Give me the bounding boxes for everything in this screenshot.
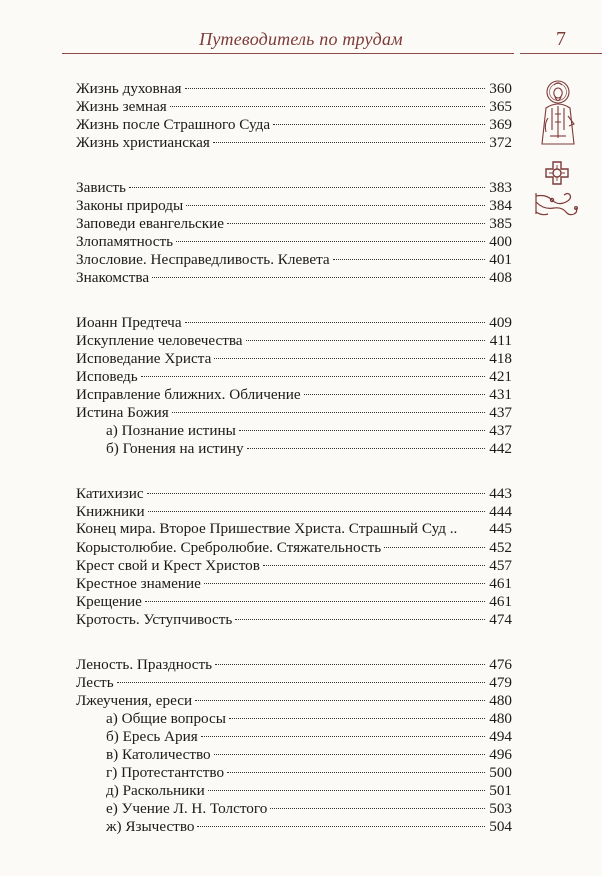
dot-leader bbox=[246, 322, 485, 341]
dot-leader bbox=[214, 340, 485, 359]
dot-leader bbox=[145, 583, 485, 602]
toc-entry-title: Жизнь христианская bbox=[76, 134, 210, 151]
toc-entry-title: в) Католичество bbox=[106, 746, 211, 763]
dot-leader bbox=[195, 682, 485, 701]
table-of-contents bbox=[76, 74, 512, 857]
dot-leader bbox=[270, 790, 485, 809]
toc-entry-title: е) Учение Л. Н. Толстого bbox=[106, 800, 268, 817]
toc-entry-title: Лесть bbox=[76, 674, 114, 691]
toc-page-number: 365 bbox=[489, 98, 512, 115]
toc-page-number: 480 bbox=[489, 710, 512, 727]
toc-page-number: 384 bbox=[489, 197, 512, 214]
toc-entry-title: Крестное знамение bbox=[76, 575, 201, 592]
toc-page-number: 383 bbox=[489, 179, 512, 196]
toc-page-number: 476 bbox=[489, 656, 512, 673]
toc-page-number: 444 bbox=[489, 503, 512, 520]
toc-page-number: 401 bbox=[489, 251, 512, 268]
toc-entry-title: Крест свой и Крест Христов bbox=[76, 557, 260, 574]
flourish-ornament-icon bbox=[532, 190, 582, 220]
toc-section bbox=[76, 479, 512, 628]
toc-entry-title: Зависть bbox=[76, 179, 126, 196]
dot-leader bbox=[304, 376, 485, 395]
toc-entry-title: Крещение bbox=[76, 593, 142, 610]
toc-entry-title: Жизнь земная bbox=[76, 98, 167, 115]
toc-entry-title: Исповедание Христа bbox=[76, 350, 212, 367]
toc-page-number: 496 bbox=[489, 746, 512, 763]
toc-entry-title: Корыстолюбие. Сребролюбие. Стяжательность bbox=[76, 539, 382, 556]
toc-page-number: 501 bbox=[489, 782, 512, 799]
toc-page-number: 385 bbox=[489, 215, 512, 232]
toc-section bbox=[76, 650, 512, 835]
toc-page-number: 461 bbox=[489, 593, 512, 610]
toc-entry-title: Исповедь bbox=[76, 368, 138, 385]
toc-entry-title: Лжеучения, ереси bbox=[76, 692, 193, 709]
toc-page-number: 452 bbox=[489, 539, 512, 556]
dot-leader bbox=[186, 187, 485, 206]
toc-page-number: 443 bbox=[489, 485, 512, 502]
dot-leader bbox=[176, 223, 485, 242]
toc-entry-title: Кротость. Уступчивость bbox=[76, 611, 233, 628]
toc-page-number: 421 bbox=[489, 368, 512, 385]
toc-page-number: 411 bbox=[489, 332, 512, 349]
toc-page-number: 445 bbox=[489, 520, 512, 537]
toc-page-number: 494 bbox=[489, 728, 512, 745]
dot-leader bbox=[170, 88, 485, 107]
dot-leader bbox=[235, 601, 485, 620]
dot-leader bbox=[208, 772, 485, 791]
dot-leader bbox=[214, 736, 485, 755]
toc-entry-title: ж) Язычество bbox=[106, 818, 195, 835]
page-number: 7 bbox=[556, 28, 566, 50]
dot-leader bbox=[239, 412, 485, 431]
toc-page-number: 409 bbox=[489, 314, 512, 331]
dot-leader bbox=[197, 808, 485, 827]
dot-leader bbox=[204, 565, 485, 584]
toc-entry-title: Злопамятность bbox=[76, 233, 174, 250]
dot-leader bbox=[148, 493, 485, 512]
dot-leader bbox=[460, 511, 485, 529]
toc-page-number: 474 bbox=[489, 611, 512, 628]
toc-page-number: 431 bbox=[489, 386, 512, 403]
toc-page-number: 437 bbox=[489, 422, 512, 439]
toc-page-number: 437 bbox=[489, 404, 512, 421]
toc-entry-title: Заповеди евангельские bbox=[76, 215, 224, 232]
toc-page-number: 480 bbox=[489, 692, 512, 709]
dot-leader bbox=[117, 664, 485, 683]
dot-leader bbox=[147, 475, 485, 494]
toc-entry-title: Катихизис bbox=[76, 485, 144, 502]
dot-leader bbox=[247, 430, 485, 449]
toc-page-number: 418 bbox=[489, 350, 512, 367]
toc-page-number: 461 bbox=[489, 575, 512, 592]
dot-leader bbox=[213, 124, 485, 143]
toc-page-number: 504 bbox=[489, 818, 512, 835]
running-title: Путеводитель по трудам bbox=[199, 29, 403, 49]
toc-entry-title: б) Ересь Ария bbox=[106, 728, 198, 745]
toc-page-number: 442 bbox=[489, 440, 512, 457]
toc-entry-title: г) Протестантство bbox=[106, 764, 225, 781]
ornamental-cross-icon bbox=[544, 160, 570, 186]
toc-entry-title: Иоанн Предтеча bbox=[76, 314, 182, 331]
dot-leader bbox=[185, 70, 485, 89]
toc-page-number: 503 bbox=[489, 800, 512, 817]
dot-leader bbox=[229, 700, 485, 719]
header-rule-right bbox=[520, 53, 602, 54]
toc-page-number: 360 bbox=[489, 80, 512, 97]
dot-leader bbox=[263, 547, 485, 566]
dot-leader bbox=[185, 304, 485, 323]
toc-page-number: 369 bbox=[489, 116, 512, 133]
toc-page-number: 457 bbox=[489, 557, 512, 574]
toc-entry-title: Леность. Праздность bbox=[76, 656, 213, 673]
toc-entry-title: Исправление ближних. Обличение bbox=[76, 386, 301, 403]
toc-section bbox=[76, 74, 512, 151]
toc-entry-title: а) Познание истины bbox=[106, 422, 236, 439]
toc-page-number: 372 bbox=[489, 134, 512, 151]
toc-page-number: 500 bbox=[489, 764, 512, 781]
dot-leader bbox=[333, 241, 485, 260]
dot-leader bbox=[227, 205, 485, 224]
toc-entry-title: Знакомства bbox=[76, 269, 150, 286]
saint-portrait-icon bbox=[534, 78, 582, 146]
toc-entry-title: Законы природы bbox=[76, 197, 184, 214]
toc-entry-title: Жизнь после Страшного Суда bbox=[76, 116, 271, 133]
dot-leader bbox=[215, 646, 485, 665]
toc-entry-title: Книжники bbox=[76, 503, 145, 520]
toc-page-number: 408 bbox=[489, 269, 512, 286]
toc-entry-title: Истина Божия bbox=[76, 404, 169, 421]
dot-leader bbox=[227, 754, 485, 773]
dot-leader bbox=[172, 394, 485, 413]
toc-entry-title: а) Общие вопросы bbox=[106, 710, 226, 727]
toc-section bbox=[76, 308, 512, 457]
toc-section bbox=[76, 173, 512, 286]
dot-leader bbox=[384, 529, 485, 548]
dot-leader bbox=[129, 169, 485, 188]
toc-entry-title: Искупление человечества bbox=[76, 332, 243, 349]
dot-leader bbox=[201, 718, 485, 737]
toc-entry-title: д) Раскольники bbox=[106, 782, 205, 799]
header-rule bbox=[62, 53, 514, 54]
toc-entry-title: Конец мира. Второе Пришествие Христа. Страшный Суд .. bbox=[76, 520, 458, 537]
toc-page-number: 479 bbox=[489, 674, 512, 691]
toc-entry-title: Злословие. Несправедливость. Клевета bbox=[76, 251, 330, 268]
dot-leader bbox=[273, 106, 485, 125]
toc-entry-title: Жизнь духовная bbox=[76, 80, 182, 97]
toc-entry-title: б) Гонения на истину bbox=[106, 440, 244, 457]
dot-leader bbox=[141, 358, 485, 377]
dot-leader bbox=[152, 259, 485, 278]
toc-page-number: 400 bbox=[489, 233, 512, 250]
page-header bbox=[0, 0, 602, 60]
